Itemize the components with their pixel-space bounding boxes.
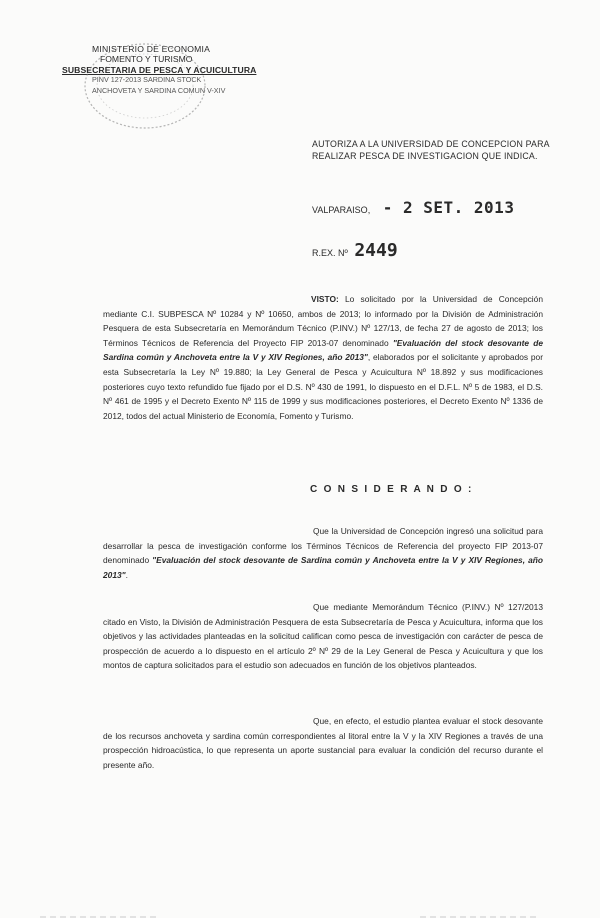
date-place: VALPARAISO, (312, 205, 371, 215)
resolution-label: R.EX. Nº (312, 248, 348, 258)
visto-text-1: Lo solicitado por la Universidad de Concepción mediante C.I. SUBPESCA Nº 10284 y Nº 10650, ambos de 2013; lo informado por la División de Administración Pesquera de esta Subsecretaría en Memorándum Técnico (P.INV.) Nº 127/13, de fecha 27 de agosto de 2013; los Términos Técnicos de Referencia del Proyecto FIP 2013-07 denominado (103, 294, 543, 348)
considerando-paragraph-1 (103, 524, 543, 582)
letterhead-reference-1: PINV 127-2013 SARDINA STOCK (92, 75, 202, 85)
visto-paragraph (103, 292, 543, 423)
considerando-heading: C O N S I D E R A N D O : (310, 484, 474, 495)
visto-lead: VISTO: (311, 294, 339, 304)
considerando-paragraph-3: Que, en efecto, el estudio plantea evaluar el stock desovante de los recursos anchoveta y sardina común correspondientes al litoral entre la V y la XIV Regiones a través de una prospección hidroacústica, lo que representa un aporte sustancial para evaluar la condición del recurso durante el presente año. (103, 716, 543, 770)
p1-end: . (125, 569, 128, 580)
p1-text: Que la Universidad de Concepción ingresó una solicitud para desarrollar la pesca de investigación conforme los Términos Técnicos de Referencia del proyecto FIP 2013-07 denominado (103, 526, 543, 566)
letterhead-ministry: MINISTERIO DE ECONOMIA (92, 44, 211, 54)
date-line (312, 198, 514, 217)
resolution-number-line (312, 240, 398, 261)
scan-edge-marks (0, 906, 600, 918)
visto-text-2: , elaborados por el solicitante y aprobados por esta Subsecretaría la Ley Nº 19.880; la Ley General de Pesca y Acuicultura Nº 18.892 y sus modificaciones posteriores cuyo texto refundido fue fijado por el D.S. Nº 430 de 1991, lo dispuesto en el D.F.L. Nº 5 de 1983, el D.S. Nº 461 de 1995 y el Decreto Exento Nº 115 de 1999 y sus modificaciones posteriores, el Decreto Exento Nº 1336 de 2012, todos del actual Ministerio de Economía, Fomento y Turismo. (103, 352, 543, 421)
ink-stamp-icon (80, 40, 210, 132)
p1-project-title: "Evaluación del stock desovante de Sardina común y Anchoveta entre la V y XIV Regiones, año 2013" (103, 555, 543, 580)
subject-line-1: AUTORIZA A LA UNIVERSIDAD DE CONCEPCION PARA (312, 139, 550, 149)
resolution-number: 2449 (354, 240, 398, 261)
considerando-paragraph-2: Que mediante Memorándum Técnico (P.INV.) Nº 127/2013 citado en Visto, la División de Administración Pesquera de esta Subsecretaría de Pesca y Acuicultura, informa que los objetivos y las actividades planteadas en la solicitud califican como pesca de investigación con carácter de pesca de prospección de acuerdo a lo dispuesto en el artículo 2º Nº 29 de la Ley General de Pesca y Acuicultura y que los montos de captura solicitados para el estudio son adecuados en función de los objetivos planteados. (103, 602, 543, 671)
document-subject (312, 138, 552, 162)
date-stamp: - 2 SET. 2013 (382, 198, 515, 217)
subject-line-2: REALIZAR PESCA DE INVESTIGACION QUE INDICA. (312, 151, 538, 161)
letterhead-subsecretaria: SUBSECRETARIA DE PESCA Y ACUICULTURA (62, 64, 257, 75)
letterhead-ministry-sub: FOMENTO Y TURISMO (100, 54, 193, 65)
letterhead-reference-2: ANCHOVETA Y SARDINA COMUN V-XIV (92, 85, 226, 95)
visto-project-title: "Evaluación del stock desovante de Sardina común y Anchoveta entre la V y XIV Regiones, año 2013" (103, 337, 543, 363)
